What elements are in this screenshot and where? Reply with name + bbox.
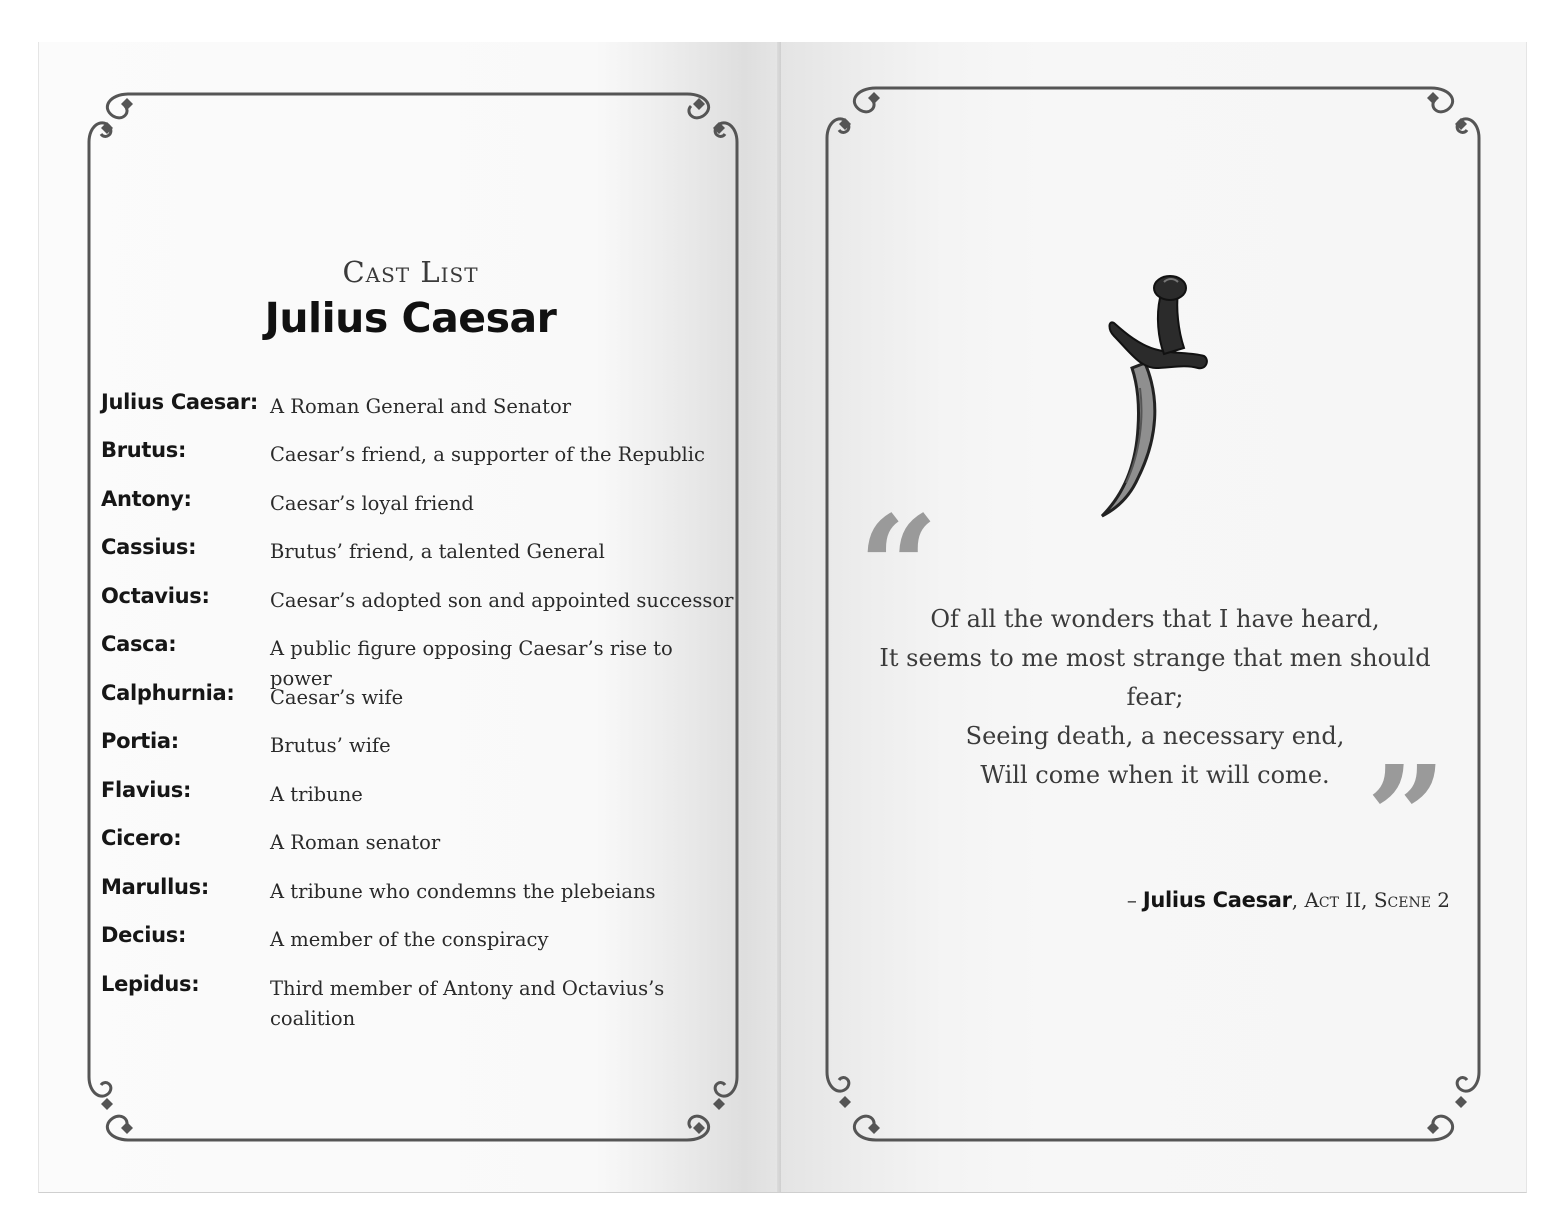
cast-row — [101, 778, 761, 818]
quote-line: Will come when it will come. — [980, 761, 1330, 789]
cast-row — [101, 681, 761, 721]
character-name: Julius Caesar: — [101, 390, 258, 414]
character-name: Cassius: — [101, 535, 197, 559]
quote-line: It seems to me most strange that men should fear; — [879, 644, 1431, 711]
character-name: Octavius: — [101, 584, 210, 608]
character-name: Brutus: — [101, 438, 187, 462]
character-name: Lepidus: — [101, 972, 200, 996]
cast-row — [101, 584, 761, 624]
cast-row — [101, 390, 761, 430]
cast-row — [101, 826, 761, 866]
cast-row — [101, 923, 761, 963]
open-quote-icon: “ — [858, 486, 939, 650]
character-description: A tribune — [270, 783, 363, 806]
attribution-work: Julius Caesar — [1142, 888, 1292, 912]
character-name: Portia: — [101, 729, 179, 753]
character-description: A Roman General and Senator — [270, 395, 572, 418]
quote-attribution — [1127, 888, 1450, 912]
dagger-icon — [1100, 268, 1220, 520]
character-description: A public figure opposing Caesar’s rise to power — [270, 637, 673, 690]
character-name: Cicero: — [101, 826, 182, 850]
close-quote-icon: ” — [1366, 736, 1447, 900]
quote-line: Of all the wonders that I have heard, — [930, 605, 1380, 633]
character-name: Antony: — [101, 487, 192, 511]
cast-row — [101, 972, 761, 1042]
left-page — [38, 42, 782, 1193]
cast-row — [101, 535, 761, 575]
character-name: Flavius: — [101, 778, 192, 802]
character-name: Marullus: — [101, 875, 209, 899]
attribution-dash: – — [1126, 888, 1137, 912]
character-description: A Roman senator — [270, 831, 441, 854]
character-description: Caesar’s friend, a supporter of the Republic — [270, 443, 705, 466]
cast-row — [101, 632, 761, 690]
character-name: Decius: — [101, 923, 187, 947]
attribution-reference: , Act II, Scene 2 — [1291, 888, 1450, 912]
character-name: Calphurnia: — [101, 681, 235, 705]
cast-row — [101, 729, 761, 769]
cast-list-kicker: Cast List — [342, 255, 479, 289]
character-description: Brutus’ wife — [270, 734, 391, 757]
character-name: Casca: — [101, 632, 177, 656]
character-description: Caesar’s wife — [270, 686, 404, 709]
character-description: A tribune who condemns the plebeians — [270, 880, 656, 903]
cast-row — [101, 875, 761, 915]
character-description: A member of the conspiracy — [270, 928, 549, 951]
page-title: Julius Caesar — [264, 294, 557, 342]
cast-row — [101, 487, 761, 527]
character-description: Caesar’s adopted son and appointed successor — [270, 589, 734, 612]
cast-row — [101, 438, 761, 478]
character-description: Caesar’s loyal friend — [270, 492, 474, 515]
character-description: Brutus’ friend, a talented General — [270, 540, 605, 563]
quote-line: Seeing death, a necessary end, — [965, 722, 1345, 750]
character-description: Third member of Antony and Octavius’s coalition — [270, 977, 665, 1030]
